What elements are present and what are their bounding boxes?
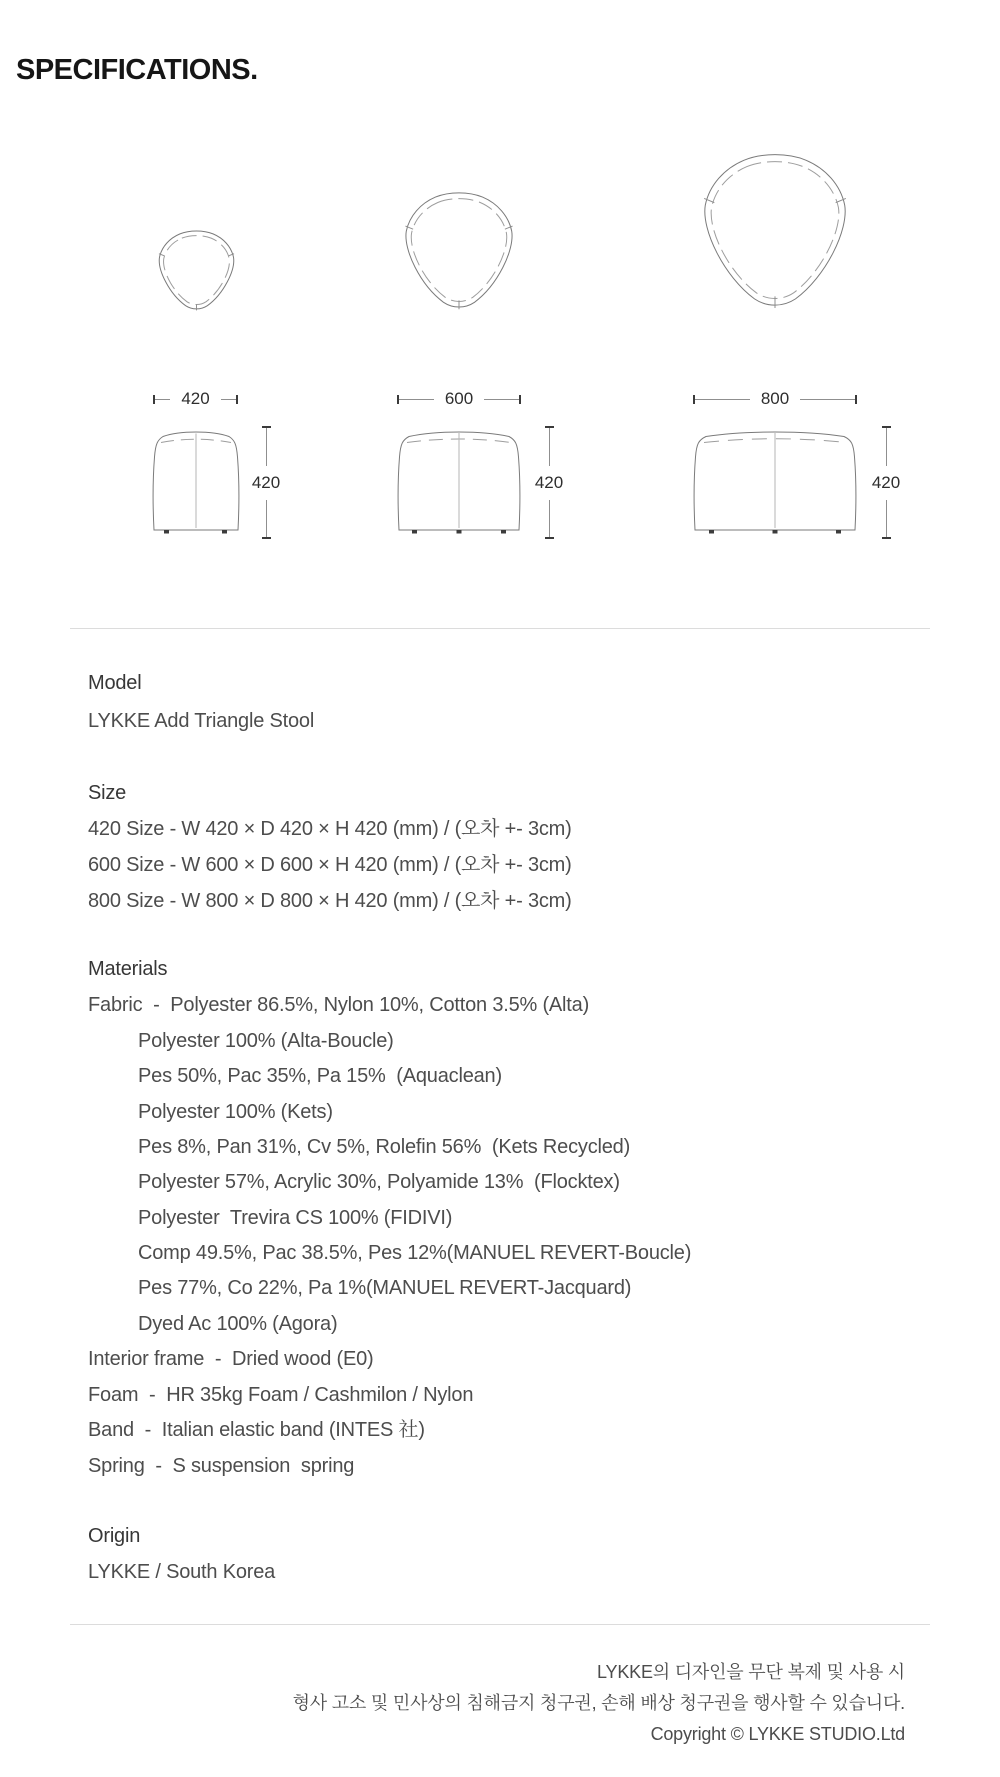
dim-tick <box>262 537 271 539</box>
material-subline: Polyester 100% (Alta-Boucle) <box>138 1030 394 1052</box>
material-subline: Pes 8%, Pan 31%, Cv 5%, Rolefin 56% (Kets Recycled) <box>138 1136 631 1158</box>
material-subline: Polyester 100% (Kets) <box>138 1101 333 1123</box>
dim-line <box>221 399 236 400</box>
dim-line <box>266 428 267 466</box>
section-heading-materials: Materials <box>88 958 168 980</box>
dim-line <box>800 399 855 400</box>
material-fabric-line: Fabric - Polyester 86.5%, Nylon 10%, Cotton 3.5% (Alta) <box>88 994 590 1016</box>
dim-line <box>695 399 750 400</box>
top-view-420 <box>153 227 240 313</box>
front-view-800 <box>693 427 857 537</box>
width-dim-420 <box>153 391 238 407</box>
section-heading-size: Size <box>88 782 127 804</box>
size-line: 800 Size - W 800 × D 800 × H 420 (mm) / (오차 +- 3cm) <box>88 890 572 912</box>
height-dim-600 <box>534 426 564 539</box>
width-dim-label: 420 <box>181 389 210 408</box>
material-subline: Pes 50%, Pac 35%, Pa 15% (Aquaclean) <box>138 1065 502 1087</box>
model-line: LYKKE Add Triangle Stool <box>88 710 315 732</box>
height-dim-label: 420 <box>534 472 564 492</box>
dim-tick <box>545 537 554 539</box>
dim-line <box>155 399 170 400</box>
dim-line <box>549 500 550 538</box>
material-subline: Dyed Ac 100% (Agora) <box>138 1313 338 1335</box>
divider-top <box>70 628 930 629</box>
material-line: Interior frame - Dried wood (E0) <box>88 1348 374 1370</box>
dim-tick <box>855 395 857 404</box>
dim-line <box>266 500 267 538</box>
footer-line: 형사 고소 및 민사상의 침해금지 청구권, 손해 배상 청구권을 행사할 수 있습니다. <box>292 1693 905 1713</box>
top-view-600 <box>397 187 521 313</box>
height-dim-label: 420 <box>251 472 281 492</box>
dim-tick <box>236 395 238 404</box>
height-dim-420 <box>251 426 281 539</box>
dim-line <box>549 428 550 466</box>
section-heading-origin: Origin <box>88 1525 141 1547</box>
size-line: 600 Size - W 600 × D 600 × H 420 (mm) / (오차 +- 3cm) <box>88 854 572 876</box>
material-subline: Comp 49.5%, Pac 38.5%, Pes 12%(MANUEL REVERT-Boucle) <box>138 1242 692 1264</box>
footer-line: LYKKE의 디자인을 무단 복제 및 사용 시 <box>597 1662 905 1682</box>
material-line: Spring - S suspension spring <box>88 1455 355 1477</box>
width-dim-600 <box>397 391 521 407</box>
front-view-600 <box>397 427 521 537</box>
dim-line <box>399 399 434 400</box>
width-dim-label: 800 <box>760 389 790 408</box>
top-view-800 <box>693 147 857 313</box>
section-heading-model: Model <box>88 672 142 694</box>
size-line: 420 Size - W 420 × D 420 × H 420 (mm) / (오차 +- 3cm) <box>88 818 572 840</box>
width-dim-label: 600 <box>444 389 474 408</box>
dim-line <box>886 500 887 538</box>
origin-line: LYKKE / South Korea <box>88 1561 276 1583</box>
material-line: Foam - HR 35kg Foam / Cashmilon / Nylon <box>88 1384 474 1406</box>
height-dim-800 <box>871 426 901 539</box>
page-title: SPECIFICATIONS. <box>16 54 258 86</box>
front-view-420 <box>152 427 240 537</box>
width-dim-800 <box>693 391 857 407</box>
divider-bottom <box>70 1624 930 1625</box>
dim-tick <box>519 395 521 404</box>
material-line: Band - Italian elastic band (INTES 社) <box>88 1419 425 1441</box>
dim-line <box>886 428 887 466</box>
height-dim-label: 420 <box>871 472 901 492</box>
dim-line <box>484 399 519 400</box>
material-subline: Polyester Trevira CS 100% (FIDIVI) <box>138 1207 453 1229</box>
dim-tick <box>882 537 891 539</box>
footer-copyright: Copyright © LYKKE STUDIO.Ltd <box>650 1724 905 1744</box>
material-subline: Pes 77%, Co 22%, Pa 1%(MANUEL REVERT-Jacquard) <box>138 1277 632 1299</box>
material-subline: Polyester 57%, Acrylic 30%, Polyamide 13% (Flocktex) <box>138 1171 620 1193</box>
